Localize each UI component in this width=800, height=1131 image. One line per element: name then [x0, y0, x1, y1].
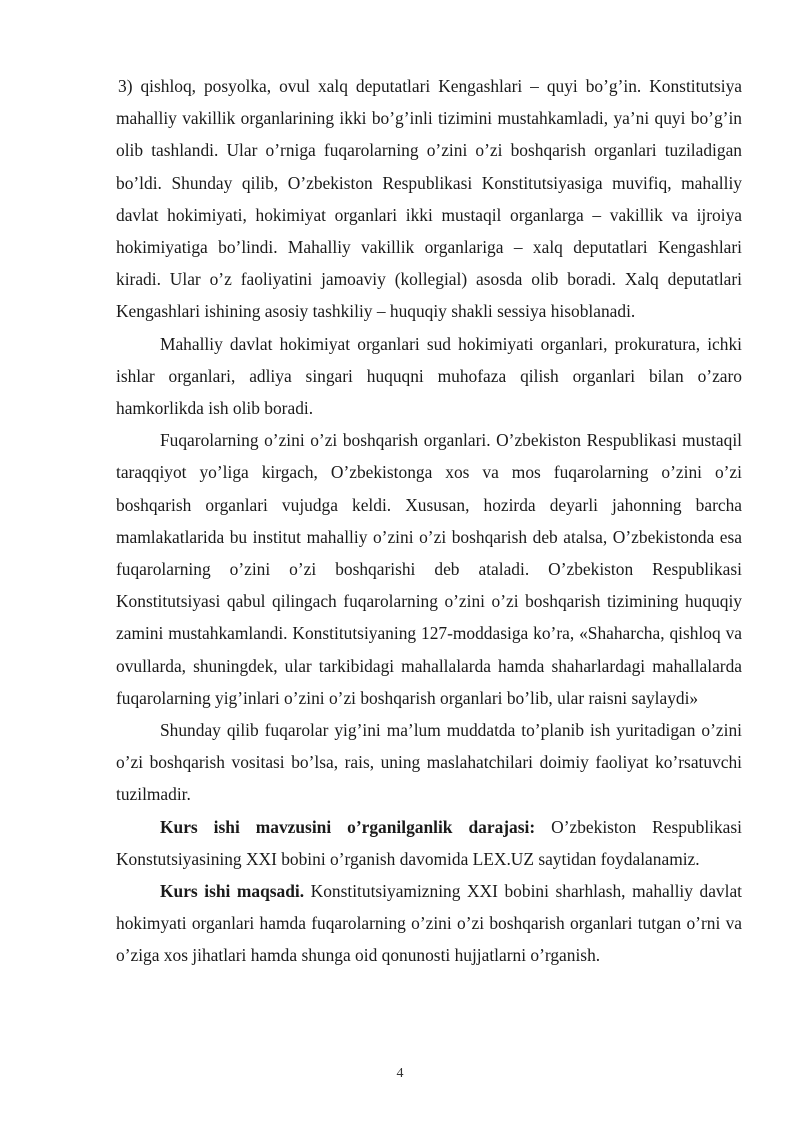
paragraph-cooperation: Mahalliy davlat hokimiyat organlari sud hokimiyati organlari, prokuratura, ichki ishlar organlari, adliya singari huquqni muhofaza qilish organlari bilan o’zaro hamkorlikda ish olib boradi. — [116, 333, 742, 419]
study-degree-text: O’zbekiston Respublikasi Konstutsiyasining XXI bobini o’rganish davomida LEX.UZ saytidan foydalanamiz. — [116, 816, 743, 869]
paragraph-objective — [116, 875, 742, 972]
study-degree-heading: Kurs ishi mavzusini o’rganilganlik darajasi: — [160, 816, 536, 837]
objective-text: Konstitutsiyamizning XXI bobini sharhlash, mahalliy davlat hokimyati organlari hamda fuqarolarning o’zini o’zi boshqarish organlari tutgan o’rni va o’ziga xos jihatlari hamda shunga oid qonunosti hujjatlarni o’rganish. — [116, 881, 743, 966]
paragraph-study-degree — [116, 811, 742, 875]
paragraph-local-councils: 3) qishloq, posyolka, ovul xalq deputatlari Kengashlari – quyi bo’g’in. Konstitutsiya mahalliy vakillik organlarining ikki bo’g’inli tizimini mustahkamladi, ya’ni quyi bo’g’in olib tashlandi. Ular o’rniga fuqarolarning o’zini o’zi boshqarish organlari tuziladigan bo’ldi. Shunday qilib, O’zbekiston Respublikasi Konstitutsiyasiga muvifiq, mahalliy davlat hokimiyati, hokimiyat organlari ikki mustaqil organlarga – vakillik va ijroiya hokimiyatiga bo’lindi. Mahalliy vakillik organlariga – xalq deputatlari Kengashlari kiradi. Ular o’z faoliyatini jamoaviy (kollegial) asosda olib boradi. Xalq deputatlari Kengashlari ishining asosiy tashkiliy – huquqiy shakli sessiya hisoblanadi. — [116, 76, 742, 322]
objective-heading: Kurs ishi maqsadi. — [160, 881, 305, 902]
paragraph-citizens-assembly: Shunday qilib fuqarolar yig’ini ma’lum muddatda to’planib ish yuritadigan o’zini o’zi boshqarish vositasi bo’lsa, rais, uning maslahatchilari doimiy faoliyat ko’rsatuvchi tuzilmadir. — [116, 720, 742, 805]
document-page — [116, 70, 742, 972]
page-number: 4 — [396, 1066, 404, 1081]
paragraph-self-government: Fuqarolarning o’zini o’zi boshqarish organlari. O’zbekiston Respublikasi mustaqil taraqqiyot yo’liga kirgach, O’zbekistonga xos va mos fuqarolarning o’zini o’zi boshqarish organlari vujudga keldi. Xususan, hozirda deyarli jahonning barcha mamlakatlarida bu institut mahalliy o’zini o’zi boshqarish deb atalsa, O’zbekistonda esa fuqarolarning o’zini o’zi boshqarishi deb ataladi. O’zbekiston Respublikasi Konstitutsiyasi qabul qilingach fuqarolarning o’zini o’zi boshqarish tizimining huquqiy zamini mustahkamlandi. Konstitutsiyaning 127-moddasiga ko’ra, «Shaharcha, qishloq va ovullarda, shuningdek, ular tarkibidagi mahallalarda hamda shaharlardagi mahallalarda fuqarolarning yig’inlari o’zini o’zi boshqarish organlari bo’lib, ular raisni saylaydi» — [116, 430, 742, 708]
